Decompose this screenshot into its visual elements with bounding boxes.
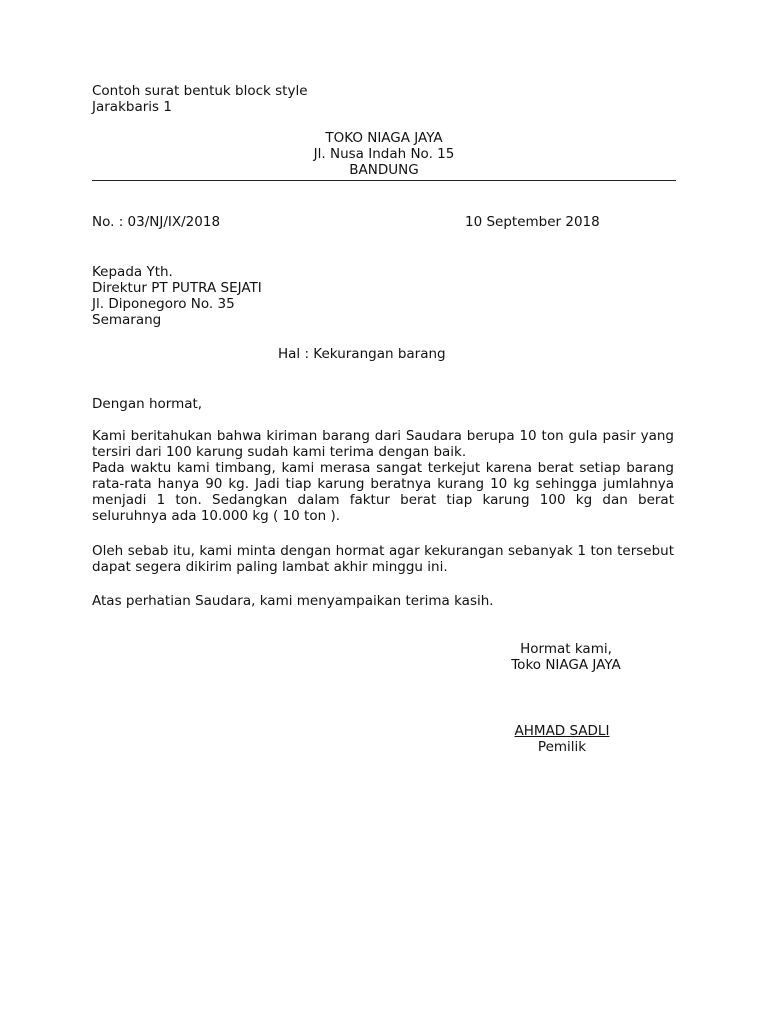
body-paragraph-2: Pada waktu kami timbang, kami merasa sangat terkejut karena berat setiap barang rata-rata hanya 90 kg. Jadi tiap karung beratnya kurang 10 kg sehingga jumlahnya menjadi 1 ton. Sedangkan dalam faktur berat tiap karung 100 kg dan berat seluruhnya ada 10.000 kg ( 10 ton ). xyxy=(92,460,674,524)
recipient-address xyxy=(92,264,262,328)
company-name: TOKO NIAGA JAYA xyxy=(325,130,443,146)
closing-line-2: Toko NIAGA JAYA xyxy=(511,657,621,673)
letterhead-divider xyxy=(92,180,676,181)
letter-number: No. : 03/NJ/IX/2018 xyxy=(92,214,221,230)
caption-line-2: Jarakbaris 1 xyxy=(92,99,172,115)
signer-name: AHMAD SADLI xyxy=(514,723,610,739)
closing xyxy=(496,641,636,673)
body-paragraph-3: Oleh sebab itu, kami minta dengan hormat agar kekurangan sebanyak 1 ton tersebut dapat segera dikirim paling lambat akhir minggu ini. xyxy=(92,543,674,575)
closing-line-1: Hormat kami, xyxy=(520,641,612,657)
recipient-line-3: Jl. Diponegoro No. 35 xyxy=(92,296,235,312)
letterhead xyxy=(92,130,676,178)
company-city: BANDUNG xyxy=(349,162,419,178)
letter-subject: Hal : Kekurangan barang xyxy=(278,346,446,362)
signer-title: Pemilik xyxy=(537,739,587,755)
recipient-line-4: Semarang xyxy=(92,312,162,328)
company-address: Jl. Nusa Indah No. 15 xyxy=(313,146,455,162)
body-paragraph-1: Kami beritahukan bahwa kiriman barang dari Saudara berupa 10 ton gula pasir yang tersiri dari 100 karung sudah kami terima dengan baik. xyxy=(92,428,674,460)
document-caption xyxy=(92,83,308,115)
body-paragraph-4: Atas perhatian Saudara, kami menyampaikan terima kasih. xyxy=(92,593,494,609)
caption-line-1: Contoh surat bentuk block style xyxy=(92,83,308,99)
signature-block xyxy=(498,723,626,755)
recipient-line-2: Direktur PT PUTRA SEJATI xyxy=(92,280,262,296)
letter-date: 10 September 2018 xyxy=(465,214,600,230)
recipient-line-1: Kepada Yth. xyxy=(92,264,173,280)
salutation: Dengan hormat, xyxy=(92,396,203,412)
